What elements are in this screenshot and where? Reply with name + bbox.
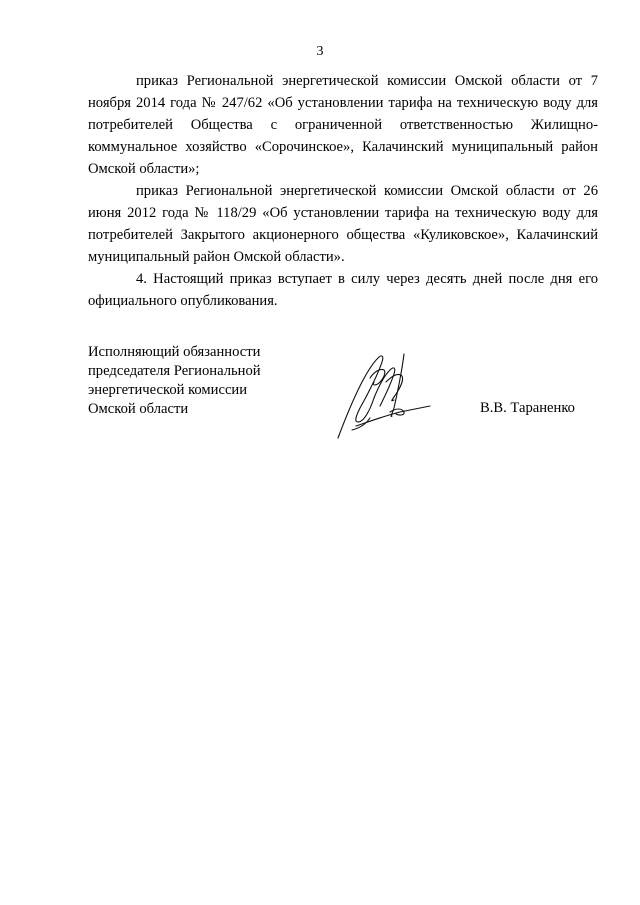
signatory-title-line: энергетической комиссии bbox=[88, 382, 248, 398]
document-body bbox=[88, 70, 598, 312]
paragraph-order-118-29: приказ Региональной энергетической комиссии Омской области от 26 июня 2012 года № 118/29 «Об установлении тарифа на техническую воду для потребителей Закрытого акционерного общества «Куликовское», Калачинский муниципальный район Омской области». bbox=[88, 183, 598, 265]
handwritten-signature bbox=[330, 342, 440, 442]
signatory-title-line: председателя Региональной bbox=[88, 363, 261, 379]
paragraph-effective-date: 4. Настоящий приказ вступает в силу через десять дней после дня его официального опубликования. bbox=[88, 271, 598, 309]
signatory-title bbox=[88, 343, 308, 419]
paragraph-order-247-62: приказ Региональной энергетической комиссии Омской области от 7 ноября 2014 года № 247/62 «Об установлении тарифа на техническую воду для потребителей Общества с ограниченной ответственностью Жилищно-коммунальное хозяйство «Сорочинское», Калачинский муниципальный район Омской области»; bbox=[88, 73, 598, 177]
signer-name: В.В. Тараненко bbox=[480, 400, 575, 416]
signatory-title-line: Омской области bbox=[88, 401, 189, 417]
page-number: 3 bbox=[316, 44, 324, 59]
signatory-title-line: Исполняющий обязанности bbox=[88, 344, 261, 360]
